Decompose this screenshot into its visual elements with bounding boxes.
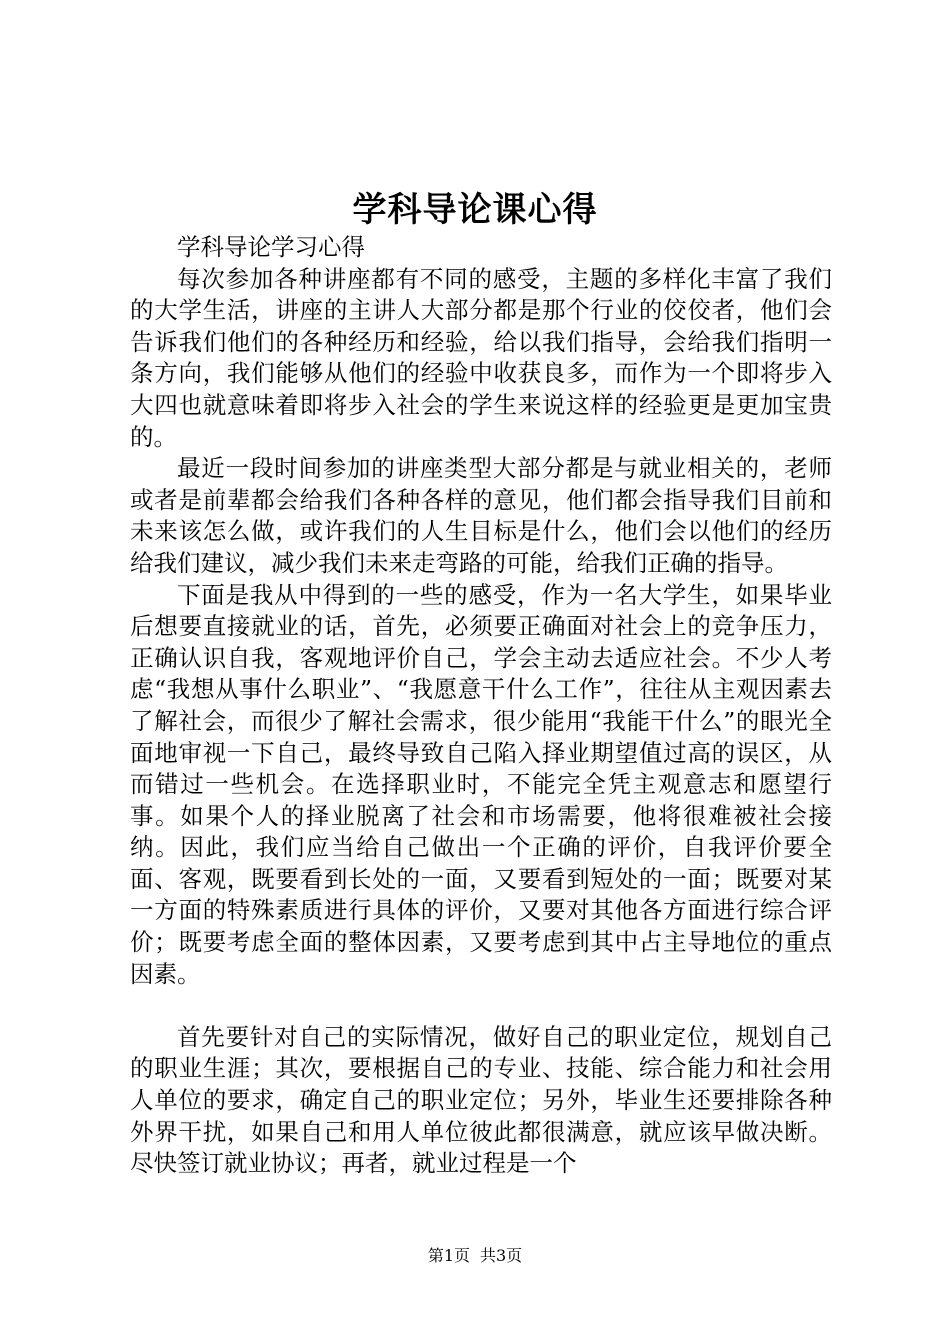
body-paragraph: 每次参加各种讲座都有不同的感受，主题的多样化丰富了我们的大学生活，讲座的主讲人大部分都是那个行业的佼佼者，他们会告诉我们他们的各种经历和经验，给以我们指导，会给我们指明一条方向，我们能够从他们的经验中收获良多，而作为一个即将步入大四也就意味着即将步入社会的学生来说这样的经验更是更加宝贵的。 (130, 264, 832, 451)
page-total: 共3页 (480, 1246, 523, 1265)
body-paragraph: 下面是我从中得到的一些的感受，作为一名大学生，如果毕业后想要直接就业的话，首先，必须要正确面对社会上的竞争压力，正确认识自我，客观地评价自己，学会主动去适应社会。不少人考虑“我想从事什么职业”、“我愿意干什么工作”，往往从主观因素去了解社会，而很少了解社会需求，很少能用“我能干什么”的眼光全面地审视一下自己，最终导致自己陷入择业期望值过高的误区，从而错过一些机会。在选择职业时，不能完全凭主观意志和愿望行事。如果个人的择业脱离了社会和市场需要，他将很难被社会接纳。因此，我们应当给自己做出一个正确的评价，自我评价要全面、客观，既要看到长处的一面，又要看到短处的一面；既要对某一方面的特殊素质进行具体的评价，又要对其他各方面进行综合评价；既要考虑全面的整体因素，又要考虑到其中占主导地位的重点因素。 (130, 580, 832, 988)
document-body (130, 232, 832, 1180)
body-paragraph: 首先要针对自己的实际情况，做好自己的职业定位，规划自己的职业生涯；其次，要根据自己的专业、技能、综合能力和社会用人单位的要求，确定自己的职业定位；另外，毕业生还要排除各种外界干扰，如果自己和用人单位彼此都很满意，就应该早做决断。尽快签订就业协议；再者，就业过程是一个 (130, 1022, 832, 1178)
subtitle-paragraph: 学科导论学习心得 (177, 233, 365, 261)
body-paragraph: 最近一段时间参加的讲座类型大部分都是与就业相关的，老师或者是前辈都会给我们各种各样的意见，他们都会指导我们目前和未来该怎么做，或许我们的人生目标是什么，他们会以他们的经历给我们建议，减少我们未来走弯路的可能，给我们正确的指导。 (130, 454, 832, 577)
page-number: 第1页 (427, 1246, 470, 1265)
document-title: 学科导论课心得 (352, 190, 598, 230)
page-footer (0, 1245, 950, 1267)
